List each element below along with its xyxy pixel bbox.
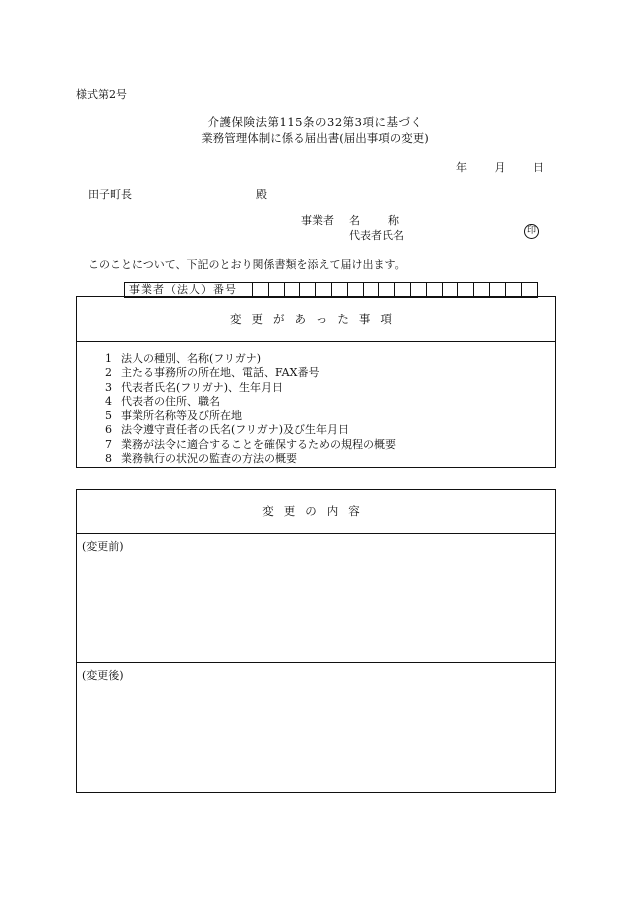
change-content-box	[76, 489, 556, 793]
business-number-cell[interactable]	[506, 283, 522, 297]
addressee: 田子町長	[88, 188, 132, 201]
business-number-cell[interactable]	[269, 283, 285, 297]
change-item	[105, 438, 555, 452]
change-item	[105, 452, 555, 466]
intro-text: このことについて、下記のとおり関係書類を添えて届け出ます。	[88, 258, 406, 271]
change-item-text: 代表者氏名(フリガナ)、生年月日	[121, 380, 284, 394]
business-number-cell[interactable]	[379, 283, 395, 297]
change-items-list	[77, 342, 555, 466]
change-item-number: 8	[105, 452, 112, 466]
date-day-label: 日	[533, 161, 544, 174]
change-item-text: 代表者の住所、職名	[121, 394, 220, 408]
change-item	[105, 409, 555, 423]
change-item-number: 4	[105, 394, 112, 408]
before-change-section[interactable]	[77, 534, 555, 663]
change-content-header: 変更の内容	[77, 490, 555, 534]
business-number-cell[interactable]	[364, 283, 380, 297]
after-change-section[interactable]	[77, 663, 555, 687]
business-number-cell[interactable]	[474, 283, 490, 297]
change-item	[105, 352, 555, 366]
business-number-cell[interactable]	[285, 283, 301, 297]
change-items-header: 変更があった事項	[77, 297, 555, 342]
business-number-cell[interactable]	[458, 283, 474, 297]
change-item-text: 法人の種別、名称(フリガナ)	[121, 352, 262, 365]
business-number-cell[interactable]	[316, 283, 332, 297]
applicant-name-label	[349, 212, 399, 228]
change-item	[105, 366, 555, 380]
before-change-label: (変更前)	[82, 540, 124, 553]
change-items-box	[76, 296, 556, 468]
business-number-cell[interactable]	[253, 283, 269, 297]
representative-name-label: 代表者氏名	[349, 229, 404, 242]
change-item-number: 2	[105, 366, 112, 380]
change-item-text: 業務執行の状況の監査の方法の概要	[121, 452, 297, 466]
business-number-cell[interactable]	[395, 283, 411, 297]
change-item-number: 3	[105, 380, 112, 394]
after-change-label: (変更後)	[82, 669, 124, 682]
change-item-text: 業務が法令に適合することを確保するための規程の概要	[121, 437, 396, 451]
applicant-label: 事業者	[301, 214, 334, 227]
change-item-number: 5	[105, 409, 112, 423]
change-item	[105, 423, 555, 437]
date-field	[456, 159, 544, 175]
form-number: 様式第2号	[76, 88, 127, 101]
business-number-cell[interactable]	[522, 283, 538, 297]
change-item-text: 事業所名称等及び所在地	[121, 409, 242, 423]
honorific: 殿	[256, 188, 267, 201]
business-number-cell[interactable]	[427, 283, 443, 297]
name-label-char1: 名	[349, 214, 360, 227]
business-number-cell[interactable]	[411, 283, 427, 297]
date-month-label: 月	[494, 161, 506, 174]
document-title-line1: 介護保険法第115条の32第3項に基づく	[207, 115, 423, 129]
change-item-number: 1	[105, 352, 112, 365]
business-number-cell[interactable]	[348, 283, 364, 297]
change-item	[105, 395, 555, 409]
name-label-char2: 称	[388, 214, 399, 227]
date-year-label: 年	[456, 161, 467, 174]
business-number-cell[interactable]	[332, 283, 348, 297]
document-title-line2: 業務管理体制に係る届出書(届出事項の変更)	[201, 131, 429, 145]
change-item-text: 法令遵守責任者の氏名(フリガナ)及び生年月日	[121, 423, 350, 437]
business-number-cell[interactable]	[443, 283, 459, 297]
change-item-number: 7	[105, 437, 112, 451]
business-number-cell[interactable]	[490, 283, 506, 297]
business-number-cells	[253, 283, 537, 297]
change-item	[105, 381, 555, 395]
change-item-number: 6	[105, 423, 112, 437]
business-number-cell[interactable]	[300, 283, 316, 297]
change-item-text: 主たる事務所の所在地、電話、FAX番号	[121, 366, 320, 380]
business-number-label: 事業者（法人）番号	[125, 283, 253, 297]
seal-mark: 印	[524, 224, 539, 239]
